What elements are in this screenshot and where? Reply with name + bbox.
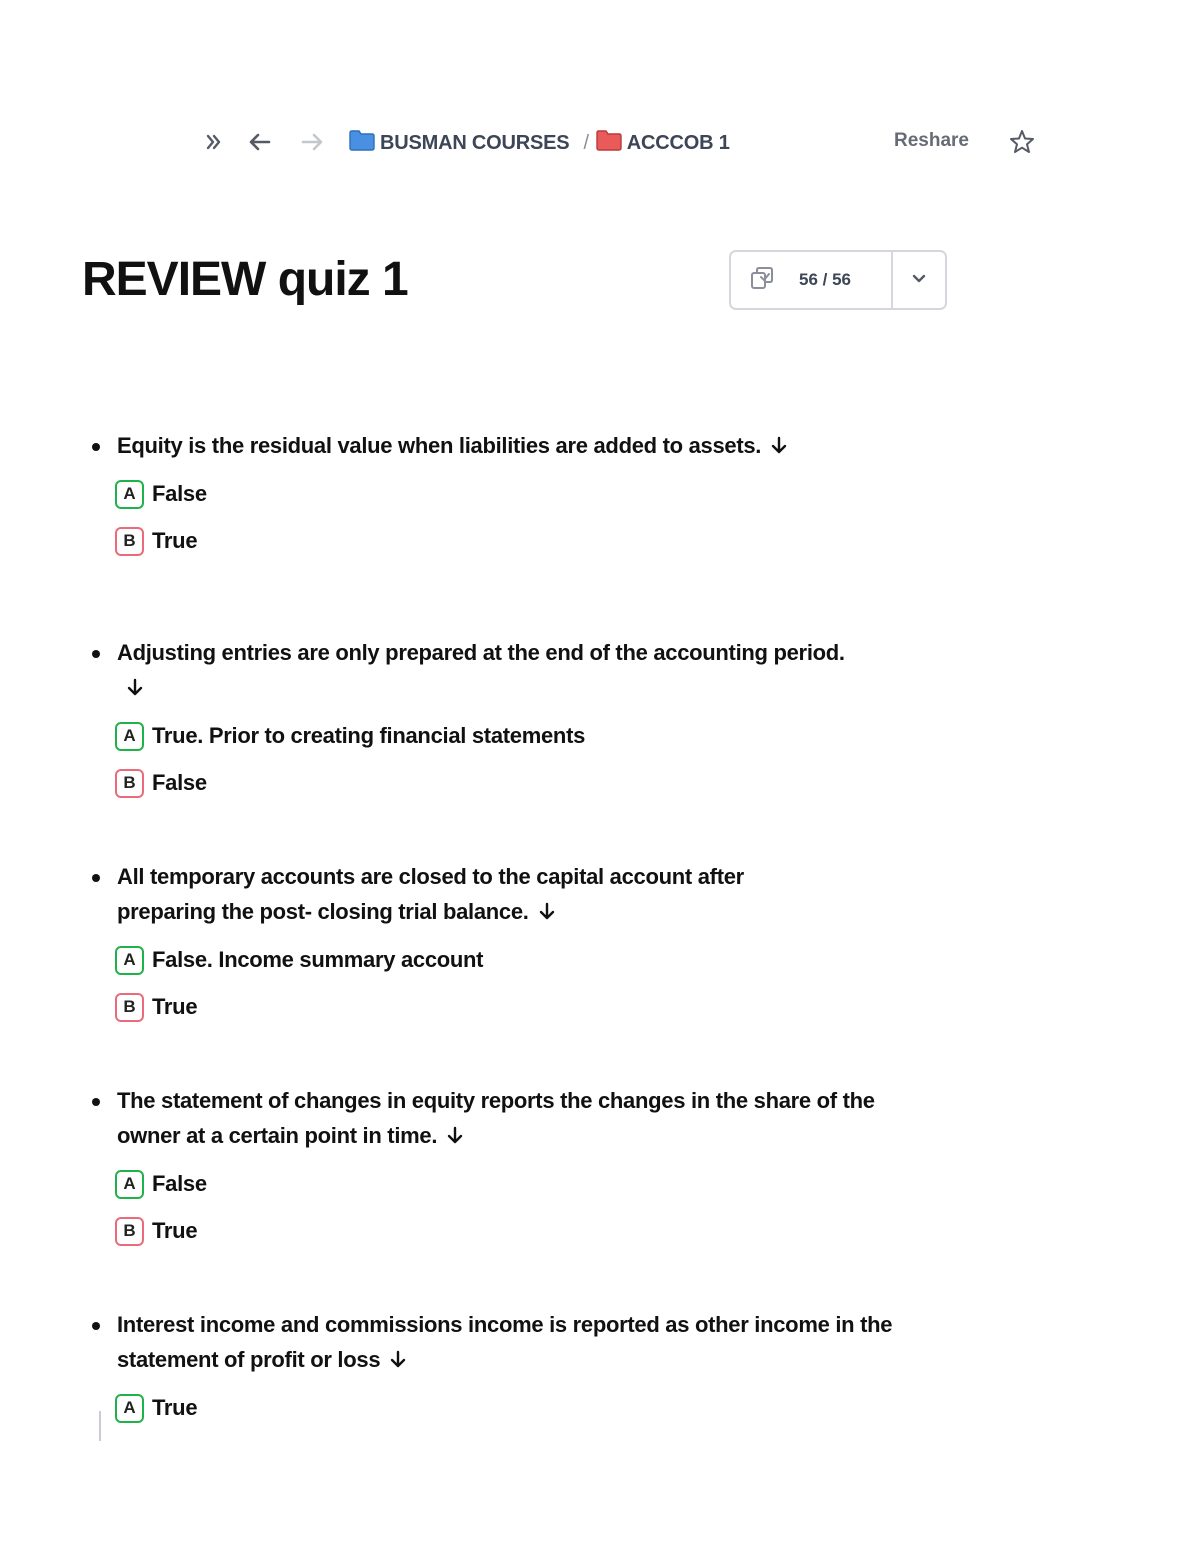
question-item: [92, 428, 912, 635]
text-cursor: [99, 1411, 101, 1441]
breadcrumb: [348, 129, 730, 157]
option-letter-badge: A: [115, 480, 144, 509]
bullet: [92, 874, 100, 882]
question-item: [92, 635, 912, 859]
arrow-left-icon[interactable]: [244, 126, 276, 158]
double-chevron-right-icon[interactable]: [198, 126, 230, 158]
question-text: The statement of changes in equity reports the changes in the share of the owner at a certain point in time.: [117, 1083, 897, 1155]
card-counter-button[interactable]: [731, 252, 893, 308]
arrow-down-icon[interactable]: [445, 1120, 465, 1155]
option-letter-badge: B: [115, 769, 144, 798]
option-a[interactable]: [115, 937, 912, 984]
card-counter: [729, 250, 947, 310]
card-count: 56 / 56: [799, 270, 851, 289]
option-text: False: [152, 1171, 207, 1197]
option-a[interactable]: [115, 471, 912, 518]
option-list: [92, 713, 912, 807]
bullet: [92, 1322, 100, 1330]
breadcrumb-separator: /: [583, 131, 589, 154]
folder-icon: [348, 129, 376, 157]
question-text: All temporary accounts are closed to the capital account after preparing the post- closing trial balance.: [117, 859, 827, 931]
option-a[interactable]: [115, 1161, 912, 1208]
option-text: False: [152, 481, 207, 507]
option-b[interactable]: [115, 1208, 912, 1255]
option-letter-badge: A: [115, 722, 144, 751]
bullet: [92, 1098, 100, 1106]
breadcrumb-item-busman-courses[interactable]: [348, 129, 569, 157]
option-letter-badge: B: [115, 1217, 144, 1246]
question-item: [92, 1307, 912, 1432]
option-list: [92, 1385, 912, 1432]
breadcrumb-label: BUSMAN COURSES: [380, 131, 570, 154]
option-letter-badge: B: [115, 993, 144, 1022]
option-letter-badge: A: [115, 1394, 144, 1423]
option-a[interactable]: [115, 713, 912, 760]
option-letter-badge: B: [115, 527, 144, 556]
option-text: True: [152, 1218, 198, 1244]
option-letter-badge: A: [115, 1170, 144, 1199]
option-list: [92, 1161, 912, 1255]
question-item: [92, 859, 912, 1083]
arrow-right-icon[interactable]: [296, 126, 328, 158]
question-text: Adjusting entries are only prepared at the end of the accounting period.: [117, 635, 847, 707]
bullet: [92, 650, 100, 658]
breadcrumb-item-acccob-1[interactable]: [595, 129, 730, 157]
option-b[interactable]: [115, 760, 912, 807]
question-text: Interest income and commissions income is reported as other income in the statement of profit or loss: [117, 1307, 907, 1379]
option-text: True: [152, 1395, 198, 1421]
breadcrumb-label: ACCCOB 1: [626, 131, 730, 154]
chevron-down-icon: [910, 269, 928, 292]
copy-icon: [749, 265, 775, 296]
option-letter-badge: A: [115, 946, 144, 975]
folder-icon: [595, 129, 623, 157]
option-list: [92, 471, 912, 565]
question-list: [92, 428, 912, 1432]
arrow-down-icon[interactable]: [125, 672, 145, 707]
star-icon[interactable]: [1008, 128, 1036, 161]
counter-dropdown-button[interactable]: [893, 252, 945, 308]
option-a[interactable]: [115, 1385, 912, 1432]
arrow-down-icon[interactable]: [537, 896, 557, 931]
option-text: True. Prior to creating financial statements: [152, 723, 586, 749]
bullet: [92, 443, 100, 451]
option-b[interactable]: [115, 984, 912, 1031]
option-text: True: [152, 994, 198, 1020]
option-b[interactable]: [115, 518, 912, 565]
option-list: [92, 937, 912, 1031]
arrow-down-icon[interactable]: [769, 430, 789, 465]
top-bar: [198, 124, 1040, 162]
option-text: False. Income summary account: [152, 947, 484, 973]
page-title: REVIEW quiz 1: [82, 253, 408, 306]
arrow-down-icon[interactable]: [388, 1344, 408, 1379]
reshare-button[interactable]: Reshare: [894, 130, 969, 151]
option-text: True: [152, 528, 198, 554]
option-text: False: [152, 770, 207, 796]
question-text: Equity is the residual value when liabilities are added to assets.: [117, 428, 907, 465]
question-item: [92, 1083, 912, 1307]
